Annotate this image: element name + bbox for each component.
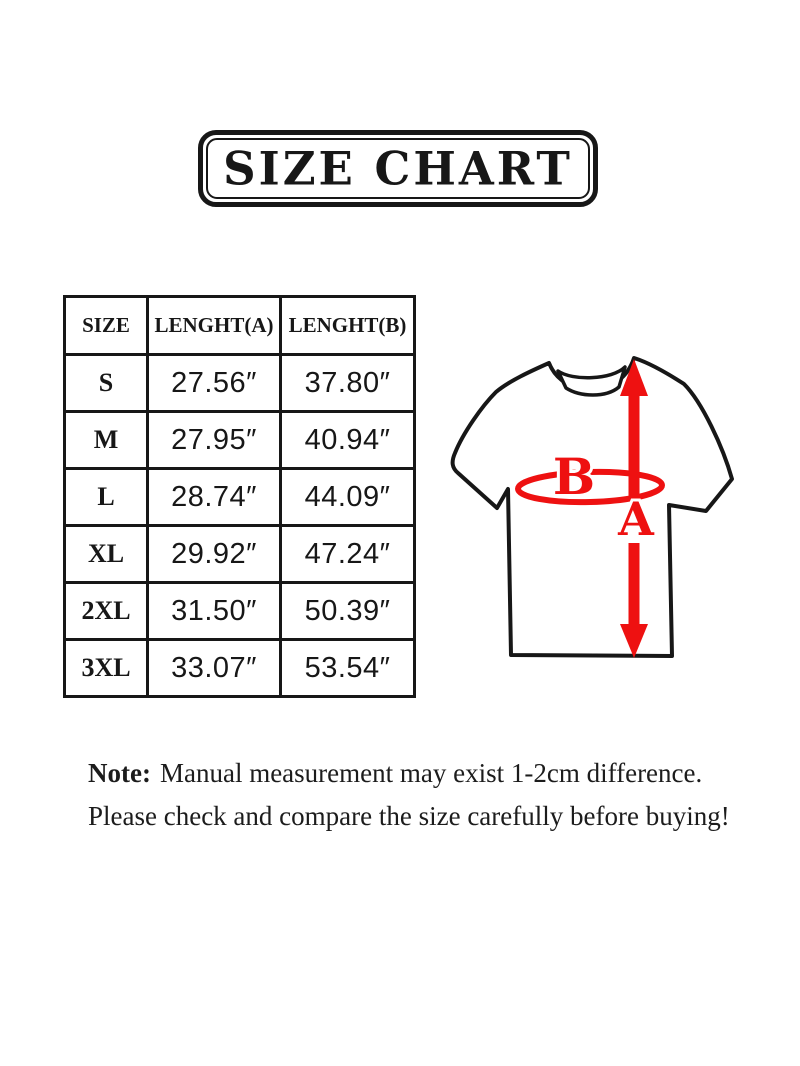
tshirt-diagram: [440, 340, 760, 680]
tshirt-outline-shape: [453, 358, 732, 656]
length-b-cell: 37.80″: [281, 355, 415, 412]
length-a-cell: 29.92″: [148, 526, 281, 583]
length-a-cell: 27.56″: [148, 355, 281, 412]
page-title: SIZE CHART: [223, 141, 573, 196]
size-cell: M: [65, 412, 148, 469]
column-header-length-b: LENGHT(B): [281, 297, 415, 355]
size-chart-title-box: [198, 130, 598, 207]
title-inner-border: [206, 138, 590, 199]
size-table: [63, 295, 416, 698]
length-b-cell: 44.09″: [281, 469, 415, 526]
note-text-2: Please check and compare the size carefully before buying!: [88, 801, 730, 831]
column-header-length-a: LENGHT(A): [148, 297, 281, 355]
size-cell: XL: [65, 526, 148, 583]
note-line-2: [88, 801, 730, 832]
length-a-cell: 31.50″: [148, 583, 281, 640]
length-b-cell: 53.54″: [281, 640, 415, 697]
length-b-cell: 40.94″: [281, 412, 415, 469]
size-cell: L: [65, 469, 148, 526]
note-label: Note:: [88, 758, 151, 788]
length-b-cell: 50.39″: [281, 583, 415, 640]
table-row: [65, 526, 415, 583]
table-row: [65, 640, 415, 697]
size-cell: S: [65, 355, 148, 412]
note-text-1: Manual measurement may exist 1-2cm difference.: [159, 758, 703, 788]
table-row: [65, 355, 415, 412]
length-b-cell: 47.24″: [281, 526, 415, 583]
table-row: [65, 469, 415, 526]
table-row: [65, 412, 415, 469]
size-cell: 3XL: [65, 640, 148, 697]
tshirt-collar-shape: [558, 367, 625, 395]
size-cell: 2XL: [65, 583, 148, 640]
label-b: B: [552, 447, 596, 506]
label-a: A: [618, 492, 654, 546]
table-header-row: [65, 297, 415, 355]
table-row: [65, 583, 415, 640]
length-a-cell: 27.95″: [148, 412, 281, 469]
note-line-1: [88, 758, 702, 789]
length-a-cell: 33.07″: [148, 640, 281, 697]
length-a-cell: 28.74″: [148, 469, 281, 526]
column-header-size: SIZE: [65, 297, 148, 355]
